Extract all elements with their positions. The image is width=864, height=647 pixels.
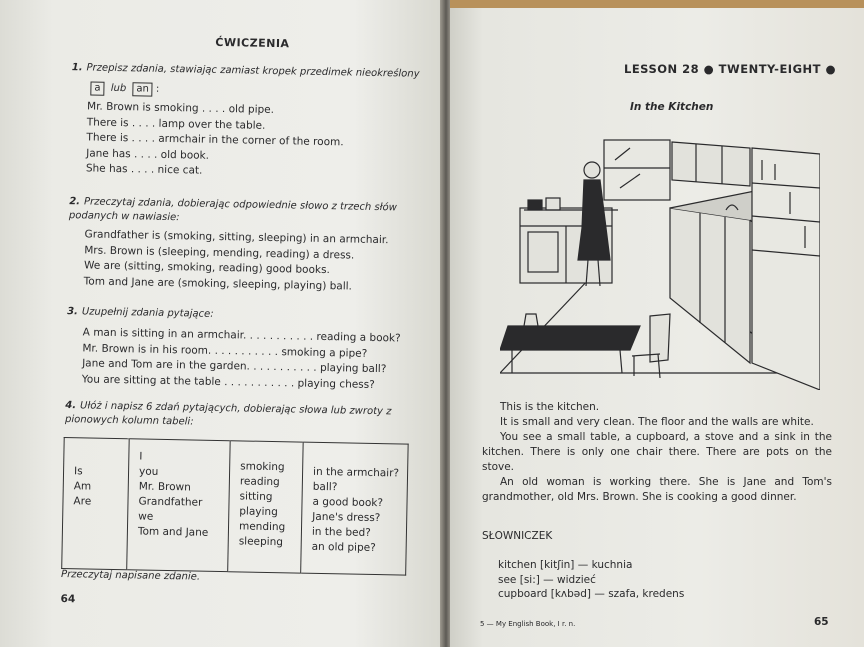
kitchen-illustration xyxy=(500,128,820,390)
exercise-line: Mr. Brown is in his room. . . . . . . . . . . smoking a pipe? xyxy=(82,341,368,360)
table-cell: we xyxy=(138,510,154,523)
table-cell: in the bed? xyxy=(311,525,371,539)
page-number-left: 64 xyxy=(60,592,76,606)
table-cell: Tom and Jane xyxy=(137,525,209,539)
lesson-subtitle: In the Kitchen xyxy=(630,101,714,113)
substitution-table xyxy=(61,437,408,576)
table-cell: ball? xyxy=(312,480,338,494)
table-cell: in the armchair? xyxy=(312,465,400,480)
exercise-1 xyxy=(70,61,427,183)
exercise-1-number: 1. xyxy=(71,62,83,74)
exercise-1-lines xyxy=(86,99,426,183)
page-footer: 5 — My English Book, I r. n. xyxy=(480,620,576,628)
exercise-line: Grandfather is (smoking, sitting, sleeping) in an armchair. xyxy=(84,228,389,247)
table-cell: mending xyxy=(238,520,286,534)
table-column-3 xyxy=(228,441,304,573)
exercise-line: You are sitting at the table . . . . . . . . . . . playing chess? xyxy=(81,372,375,391)
paragraph: This is the kitchen. xyxy=(500,401,600,413)
table-column-4 xyxy=(301,442,408,575)
exercise-3-number: 3. xyxy=(67,306,79,318)
exercise-4-instruction: Ułóż i napisz 6 zdań pytających, dobierając słowa lub zwroty z pionowych kolumn tabeli: xyxy=(64,400,392,428)
exercise-3-lines xyxy=(82,325,422,393)
exercise-line: Tom and Jane are (smoking, sleeping, playing) ball. xyxy=(83,274,353,293)
page-number-right: 65 xyxy=(814,616,829,628)
vocabulary-heading: SŁOWNICZEK xyxy=(482,530,553,542)
option-lub: lub xyxy=(110,82,127,95)
paragraph: An old woman is working there. She is Jane and Tom's grandmother, old Mrs. Brown. She is cooking a good dinner. xyxy=(482,476,832,503)
table-cell: reading xyxy=(239,475,280,489)
table-cell: sleeping xyxy=(238,535,284,549)
right-page xyxy=(450,0,864,647)
vocabulary-entry: cupboard [kʌbəd] — szafa, kredens xyxy=(498,588,685,600)
exercise-line: Jane and Tom are in the garden. . . . . . . . . . . playing ball? xyxy=(82,357,387,376)
exercise-line: There is . . . . armchair in the corner of the room. xyxy=(86,131,344,149)
exercise-line: She has . . . . nice cat. xyxy=(85,162,203,177)
exercise-line: Mr. Brown is smoking . . . . old pipe. xyxy=(86,100,275,116)
table-cell: smoking xyxy=(240,460,285,474)
exercise-line: We are (sitting, smoking, reading) good books. xyxy=(83,259,330,277)
table-cell: sitting xyxy=(239,490,273,504)
options-colon: : xyxy=(155,83,160,95)
option-a-box: a xyxy=(90,81,104,95)
lesson-text xyxy=(482,400,832,505)
table-cell: I xyxy=(139,450,143,463)
exercise-1-instruction: Przepisz zdania, stawiając zamiast kropek przedimek nieokreślony xyxy=(86,62,420,80)
closing-instruction: Przeczytaj napisane zdanie. xyxy=(60,568,201,583)
exercise-line: Jane has . . . . old book. xyxy=(86,146,210,162)
table-cell: Jane's dress? xyxy=(312,510,381,525)
table-cell: Grandfather xyxy=(138,495,203,509)
table-surface-strip xyxy=(450,0,864,8)
article-options xyxy=(87,81,426,102)
table-cell: Am xyxy=(73,480,92,493)
table-cell: you xyxy=(138,465,159,478)
table-column-2 xyxy=(127,439,230,572)
exercises-heading: ĆWICZENIA xyxy=(215,35,290,51)
paragraph: You see a small table, a cupboard, a stove and a sink in the kitchen. There is only one chair there. There are pots on the stove. xyxy=(482,431,832,473)
exercise-line: There is . . . . lamp over the table. xyxy=(86,115,266,132)
table-cell: an old pipe? xyxy=(311,540,376,555)
table-cell: Are xyxy=(73,495,92,508)
exercise-2-instruction: Przeczytaj zdania, dobierając odpowiednie słowo z trzech słów podanych w nawiasie: xyxy=(68,196,397,224)
option-an-box: an xyxy=(132,82,153,96)
vocabulary-list xyxy=(498,558,684,602)
exercise-2-lines xyxy=(84,227,424,295)
table-cell: playing xyxy=(239,505,278,519)
exercise-4-number: 4. xyxy=(65,400,77,412)
vocabulary-entry: kitchen [kitʃin] — kuchnia xyxy=(498,559,633,571)
table-column-1 xyxy=(62,438,130,570)
exercise-3-instruction: Uzupełnij zdania pytające: xyxy=(81,306,214,320)
table-cell: Is xyxy=(73,465,83,478)
paragraph: It is small and very clean. The floor and the walls are white. xyxy=(500,416,814,428)
exercise-line: Mrs. Brown is (sleeping, mending, reading) a dress. xyxy=(84,243,355,262)
exercise-4 xyxy=(65,399,420,434)
vocabulary-entry: see [si:] — widzieć xyxy=(498,573,596,586)
table-cell: a good book? xyxy=(312,495,384,510)
exercise-3 xyxy=(66,305,423,394)
exercise-line: A man is sitting in an armchair. . . . . . . . . . . reading a book? xyxy=(82,326,401,345)
exercise-2 xyxy=(68,195,425,296)
exercise-2-number: 2. xyxy=(69,196,81,208)
table-cell: Mr. Brown xyxy=(138,480,191,494)
lesson-header: LESSON 28 ● TWENTY-EIGHT ● xyxy=(624,62,837,76)
